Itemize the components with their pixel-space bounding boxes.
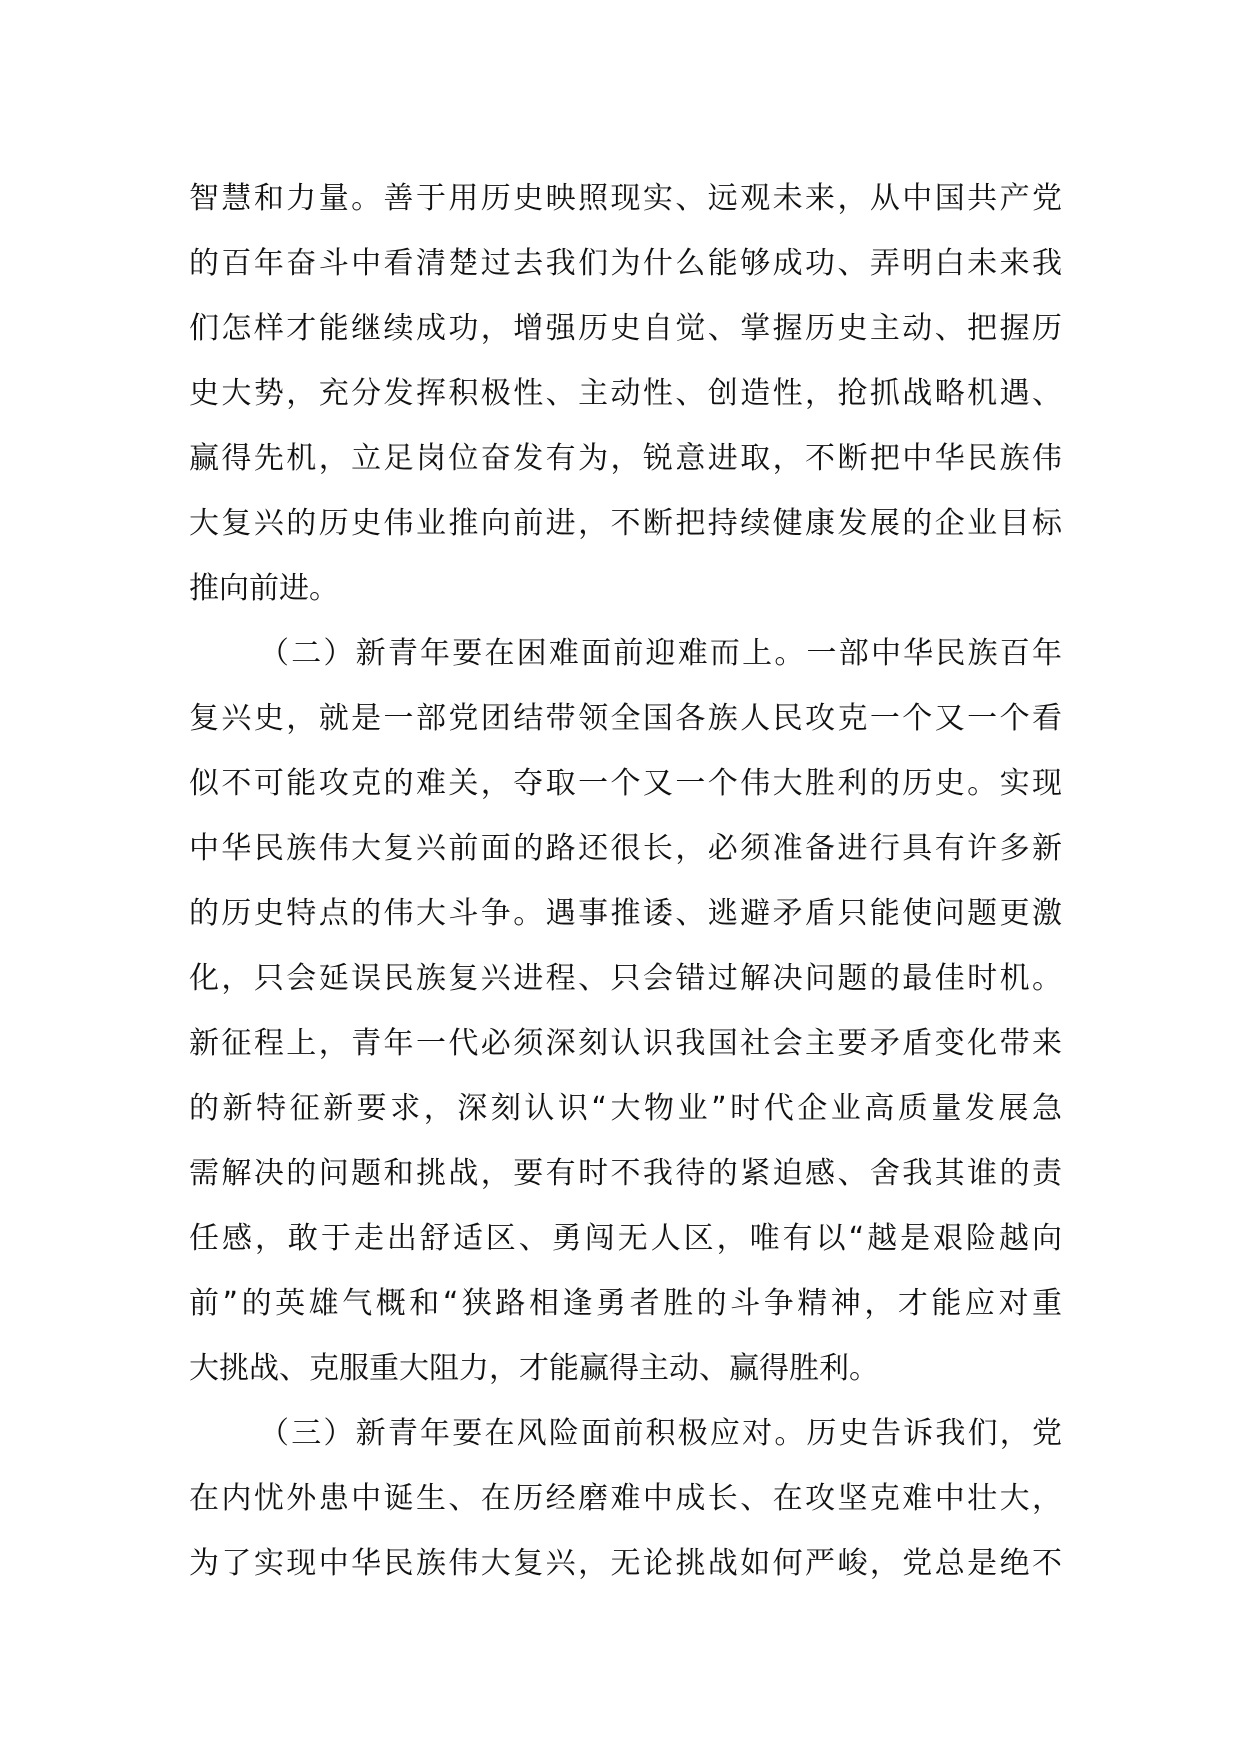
text-line: 为了实现中华民族伟大复兴，无论挑战如何严峻，党总是绝不 (189, 1546, 1062, 1581)
text-line: 史大势，充分发挥积极性、主动性、创造性，抢抓战略机遇、 (189, 376, 1062, 411)
section-heading-line: （二）新青年要在困难面前迎难而上。一部中华民族百年 (259, 636, 1062, 671)
text-line: 的历史特点的伟大斗争。遇事推诿、逃避矛盾只能使问题更激 (189, 896, 1062, 931)
text-line: 化，只会延误民族复兴进程、只会错过解决问题的最佳时机。 (189, 961, 1062, 996)
text-line: 智慧和力量。善于用历史映照现实、远观未来，从中国共产党 (189, 181, 1062, 216)
text-line: 前”的英雄气概和“狭路相逢勇者胜的斗争精神，才能应对重 (189, 1286, 1062, 1321)
text-line: 的百年奋斗中看清楚过去我们为什么能够成功、弄明白未来我 (189, 246, 1062, 281)
text-line: 们怎样才能继续成功，增强历史自觉、掌握历史主动、把握历 (189, 311, 1062, 346)
text-line: 复兴史，就是一部党团结带领全国各族人民攻克一个又一个看 (189, 701, 1062, 736)
text-line: 任感，敢于走出舒适区、勇闯无人区，唯有以“越是艰险越向 (189, 1221, 1062, 1256)
text-line: 似不可能攻克的难关，夺取一个又一个伟大胜利的历史。实现 (189, 766, 1062, 801)
document-page (189, 166, 1062, 1596)
text-line: 大挑战、克服重大阻力，才能赢得主动、赢得胜利。 (189, 1351, 879, 1386)
text-line: 赢得先机，立足岗位奋发有为，锐意进取，不断把中华民族伟 (189, 441, 1062, 476)
section-heading-line: （三）新青年要在风险面前积极应对。历史告诉我们，党 (259, 1416, 1062, 1451)
text-line: 新征程上，青年一代必须深刻认识我国社会主要矛盾变化带来 (189, 1026, 1062, 1061)
text-line: 大复兴的历史伟业推向前进，不断把持续健康发展的企业目标 (189, 506, 1062, 541)
text-line: 在内忧外患中诞生、在历经磨难中成长、在攻坚克难中壮大， (189, 1481, 1062, 1516)
text-line: 推向前进。 (189, 571, 339, 606)
text-line: 需解决的问题和挑战，要有时不我待的紧迫感、舍我其谁的责 (189, 1156, 1062, 1191)
text-line: 中华民族伟大复兴前面的路还很长，必须准备进行具有许多新 (189, 831, 1062, 866)
text-line: 的新特征新要求，深刻认识“大物业”时代企业高质量发展急 (189, 1091, 1062, 1126)
